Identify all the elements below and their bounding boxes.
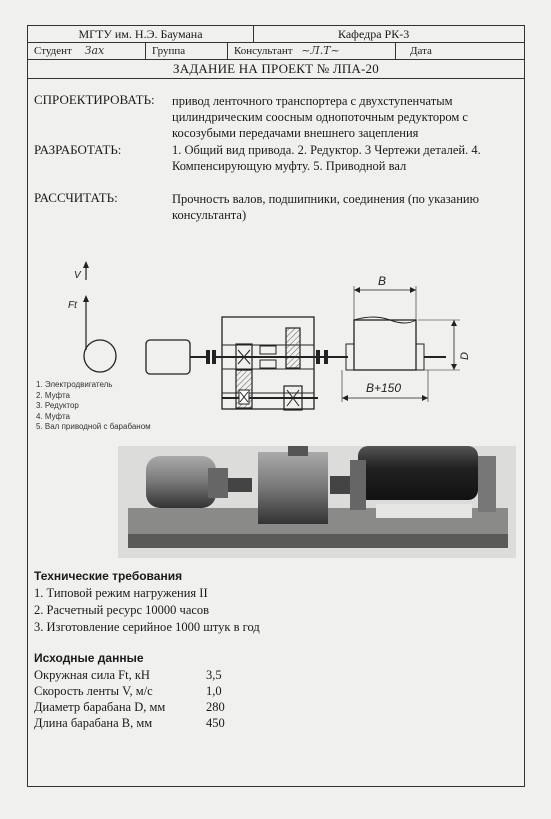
student-field[interactable] <box>28 43 146 59</box>
initial-data-section <box>34 650 294 731</box>
requirements-title: Технические требования <box>34 569 183 583</box>
drum-cross-section <box>84 340 116 372</box>
design-label: СПРОЕКТИРОВАТЬ: <box>34 92 155 107</box>
assignment-title: ЗАДАНИЕ НА ПРОЕКТ № ЛПА-20 <box>28 60 524 79</box>
department-name: Кафедра РК-3 <box>338 27 410 41</box>
force-label: Ft <box>68 300 77 311</box>
data-row <box>34 683 294 699</box>
legend-item: 5. Вал приводной с барабаном <box>36 422 151 431</box>
legend-item: 2. Муфта <box>36 390 70 400</box>
header-row-2 <box>28 43 524 60</box>
group-field[interactable] <box>146 43 228 59</box>
data-value: 1,0 <box>206 684 222 698</box>
data-name: Скорость ленты V, м/с <box>34 684 153 698</box>
data-value: 3,5 <box>206 668 222 682</box>
drum-symbol <box>354 320 416 370</box>
develop-text: 1. Общий вид привода. 2. Редуктор. 3 Чертежи деталей. 4. Компенсирующую муфту. 5. Приводной вал <box>172 143 481 173</box>
date-label: Дата <box>410 45 432 57</box>
consultant-field[interactable] <box>228 43 396 59</box>
motor-symbol <box>146 340 190 374</box>
design-text: привод ленточного транспортера с двухступенчатым цилиндрическим соосным однопоточным редуктором с косозубыми передачами внешнего зацепления <box>172 94 468 140</box>
consultant-signature: ~Л.Т~ <box>301 44 340 57</box>
data-name: Длина барабана B, мм <box>34 716 153 730</box>
data-row <box>34 699 294 715</box>
header-row-1 <box>28 26 524 43</box>
student-label: Студент <box>34 45 72 57</box>
data-value: 450 <box>206 716 225 730</box>
dimension-b-label: B <box>378 274 387 288</box>
calculate-label: РАССЧИТАТЬ: <box>34 190 118 205</box>
requirements-section <box>34 568 260 636</box>
consultant-label: Консультант <box>234 45 293 57</box>
velocity-label: V <box>74 270 81 281</box>
dimension-d-label: D <box>459 352 471 360</box>
develop-label: РАЗРАБОТАТЬ: <box>34 142 122 157</box>
legend-item: 3. Редуктор <box>36 401 79 410</box>
university-name: МГТУ им. Н.Э. Баумана <box>28 26 254 42</box>
diagram-legend <box>36 380 151 433</box>
data-row <box>34 667 294 683</box>
initial-data-title: Исходные данные <box>34 651 144 665</box>
requirement-item: 3. Изготовление серийное 1000 штук в год <box>34 620 260 634</box>
calculate-text: Прочность валов, подшипники, соединения (по указанию консультанта) <box>172 192 479 222</box>
student-signature: Зах <box>84 44 105 57</box>
group-label: Группа <box>152 45 186 57</box>
assignment-sheet <box>27 25 525 787</box>
data-name: Окружная сила Ft, кН <box>34 668 150 682</box>
requirement-item: 2. Расчетный ресурс 10000 часов <box>34 603 210 617</box>
data-row <box>34 715 294 731</box>
data-name: Диаметр барабана D, мм <box>34 700 166 714</box>
legend-item: 1. Электродвигатель <box>36 380 113 389</box>
dimension-b150-label: B+150 <box>366 381 402 395</box>
drive-assembly-photo <box>118 446 516 558</box>
legend-item: 4. Муфта <box>36 411 70 421</box>
data-value: 280 <box>206 700 225 714</box>
requirement-item: 1. Типовой режим нагружения II <box>34 586 208 600</box>
date-field[interactable] <box>396 43 524 59</box>
